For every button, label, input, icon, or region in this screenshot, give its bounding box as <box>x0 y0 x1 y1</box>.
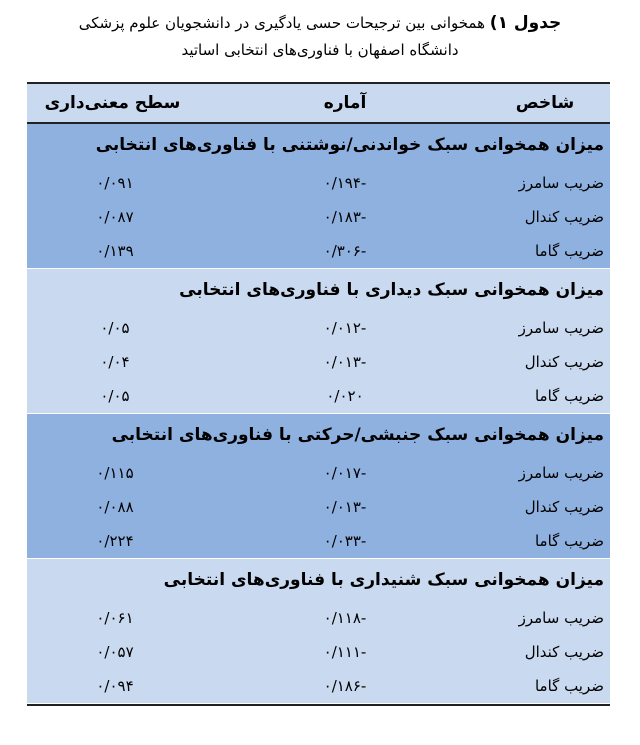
group-title: میزان همخوانی سبک دیداری با فناوری‌های انتخابی <box>179 280 604 300</box>
row-index: ضریب گاما <box>534 532 604 550</box>
row-index: ضریب کندال <box>524 643 604 661</box>
header-sig: سطح معنی‌داری <box>44 93 181 113</box>
group-title: میزان همخوانی سبک خواندنی/نوشتنی با فناوری‌های انتخابی <box>95 135 604 155</box>
table-row <box>27 524 610 558</box>
table-row <box>27 166 610 200</box>
row-stat: -۰/۰۱۲ <box>323 319 367 337</box>
row-stat: -۰/۱۸۳ <box>323 208 367 226</box>
table-caption <box>30 10 610 64</box>
header-index: شاخص <box>515 93 575 113</box>
row-sig: ۰/۲۲۴ <box>96 532 134 550</box>
row-sig: ۰/۰۹۱ <box>96 174 134 192</box>
row-sig: ۰/۰۸۷ <box>96 208 134 226</box>
table-row <box>27 669 610 703</box>
group-title: میزان همخوانی سبک شنیداری با فناوری‌های انتخابی <box>163 570 604 590</box>
row-sig: ۰/۰۴ <box>100 353 130 371</box>
row-stat: -۰/۱۹۴ <box>323 174 367 192</box>
row-sig: ۰/۰۶۱ <box>96 609 134 627</box>
table-row <box>27 456 610 490</box>
table-row <box>27 601 610 635</box>
row-index: ضریب کندال <box>524 498 604 516</box>
table-group <box>27 269 610 414</box>
row-sig: ۰/۱۳۹ <box>96 242 134 260</box>
row-index: ضریب گاما <box>534 677 604 695</box>
row-sig: ۰/۰۵ <box>100 319 130 337</box>
row-index: ضریب سامرز <box>518 464 604 482</box>
row-index: ضریب سامرز <box>518 609 604 627</box>
row-index: ضریب کندال <box>524 208 604 226</box>
correlation-table <box>27 82 610 706</box>
row-stat: -۰/۰۱۷ <box>323 464 367 482</box>
row-stat: -۰/۱۸۶ <box>323 677 367 695</box>
table-row <box>27 200 610 234</box>
caption-text-2: دانشگاه اصفهان با فناوری‌های انتخابی اساتید <box>181 41 459 59</box>
row-sig: ۰/۱۱۵ <box>96 464 134 482</box>
table-group <box>27 559 610 704</box>
table-row <box>27 234 610 268</box>
row-index: ضریب کندال <box>524 353 604 371</box>
table-group <box>27 414 610 559</box>
table-group <box>27 124 610 269</box>
row-sig: ۰/۰۹۴ <box>96 677 134 695</box>
row-stat: -۰/۰۱۳ <box>323 353 367 371</box>
row-index: ضریب سامرز <box>518 319 604 337</box>
table-row <box>27 311 610 345</box>
row-index: ضریب گاما <box>534 387 604 405</box>
row-stat: -۰/۱۱۱ <box>323 643 367 661</box>
table-row <box>27 635 610 669</box>
row-stat: -۰/۳۰۶ <box>323 242 367 260</box>
row-stat: -۰/۰۳۳ <box>323 532 367 550</box>
row-sig: ۰/۰۸۸ <box>96 498 134 516</box>
header-stat: آماره <box>323 93 367 113</box>
row-stat: -۰/۰۱۳ <box>323 498 367 516</box>
row-stat: ۰/۰۲۰ <box>326 387 364 405</box>
row-sig: ۰/۰۵ <box>100 387 130 405</box>
row-index: ضریب گاما <box>534 242 604 260</box>
table-header <box>27 84 610 124</box>
table-row <box>27 379 610 413</box>
row-sig: ۰/۰۵۷ <box>96 643 134 661</box>
table-row <box>27 345 610 379</box>
table-row <box>27 490 610 524</box>
caption-lead: جدول ۱) <box>489 13 562 33</box>
caption-line-1 <box>30 10 610 37</box>
row-index: ضریب سامرز <box>518 174 604 192</box>
row-stat: -۰/۱۱۸ <box>323 609 367 627</box>
caption-text-1: همخوانی بین ترجیحات حسی یادگیری در دانشجویان علوم پزشکی <box>78 14 486 32</box>
group-title: میزان همخوانی سبک جنبشی/حرکتی با فناوری‌های انتخابی <box>111 425 604 445</box>
